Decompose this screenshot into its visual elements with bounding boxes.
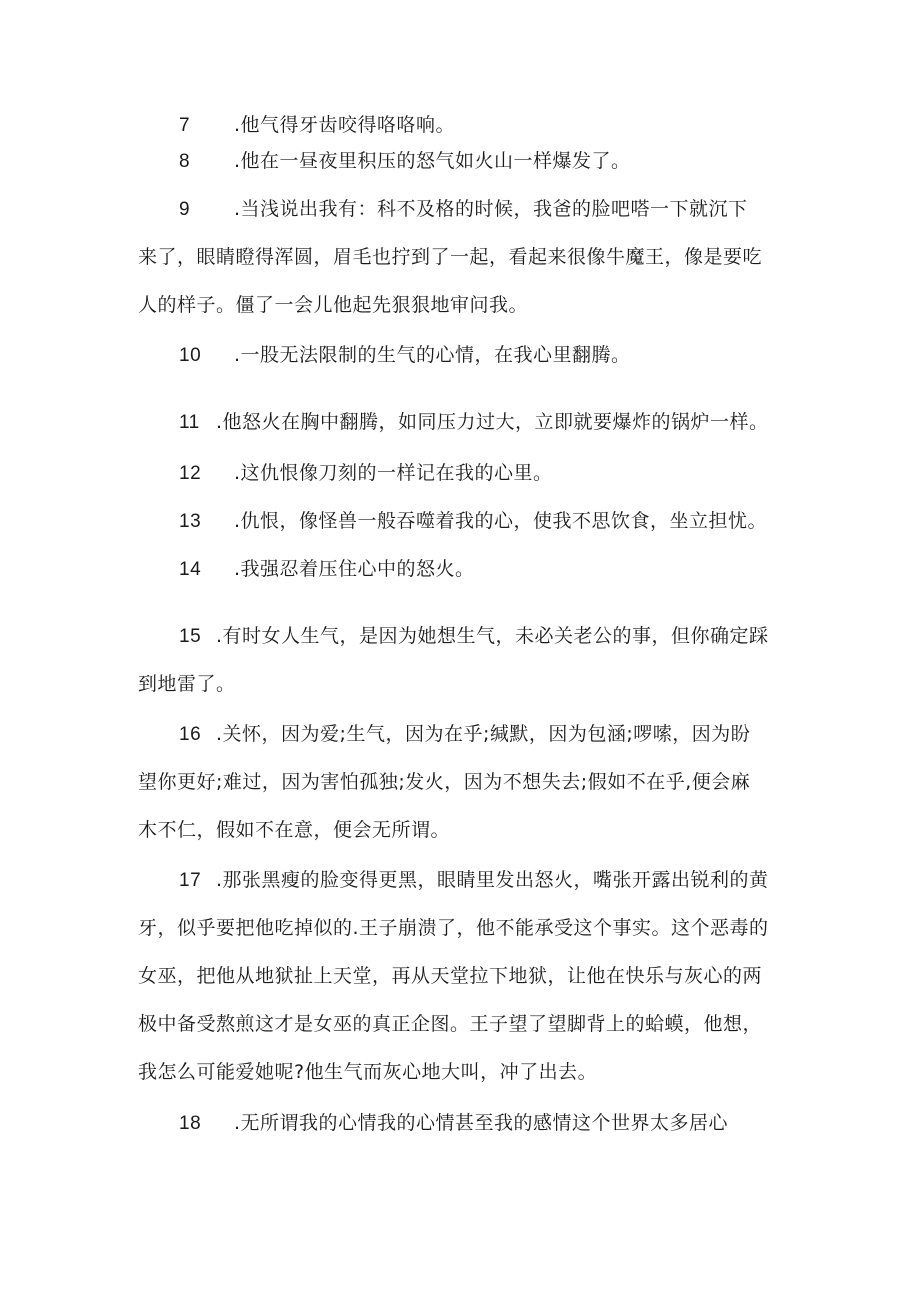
list-line: 女巫，把他从地狱扯上天堂，再从天堂拉下地狱，让他在快乐与灰心的两 xyxy=(138,965,763,987)
list-line: 木不仁，假如不在意，便会无所谓。 xyxy=(138,819,451,841)
item-text: .他怒火在胸中翻腾，如同压力过大，立即就要爆炸的锅炉一样。 xyxy=(216,411,769,433)
list-line xyxy=(138,497,788,545)
item-number: 16 xyxy=(179,724,202,745)
item-number: 12 xyxy=(179,463,202,484)
list-item xyxy=(138,710,788,854)
list-item xyxy=(138,137,788,185)
item-text: .这仇恨像刀刻的一样记在我的心里。 xyxy=(234,462,553,484)
list-line xyxy=(138,612,788,660)
item-text: .那张黑瘦的脸变得更黑，眼睛里发出怒火，嘴张开露出锐利的黄 xyxy=(216,869,769,891)
item-text: .一股无法限制的生气的心情，在我心里翻腾。 xyxy=(234,344,631,366)
list-item xyxy=(138,185,788,329)
list-line: 牙，似乎要把他吃掉似的.王子崩溃了，他不能承受这个事实。这个恶毒的 xyxy=(138,917,769,939)
list-item xyxy=(138,856,788,1096)
item-number: 8 xyxy=(179,151,191,172)
item-text: .有时女人生气，是因为她想生气，未必关老公的事，但你确定踩 xyxy=(216,625,769,647)
list-line: 极中备受熬煎这才是女巫的真正企图。王子望了望脚背上的蛤蟆，他想， xyxy=(138,1013,763,1035)
item-number: 7 xyxy=(179,115,191,136)
list-line xyxy=(138,398,788,446)
item-number: 18 xyxy=(179,1113,202,1134)
item-number: 15 xyxy=(179,626,202,647)
list-item xyxy=(138,1099,788,1147)
list-line xyxy=(138,856,788,904)
list-line xyxy=(138,449,788,497)
list-line: 来了，眼睛瞪得浑圆，眉毛也拧到了一起，看起来很像牛魔王，像是要吃 xyxy=(138,246,763,268)
list-line xyxy=(138,1099,788,1147)
item-number: 13 xyxy=(179,511,202,532)
list-item xyxy=(138,398,788,446)
item-text: .仇恨，像怪兽一般吞噬着我的心，使我不思饮食，坐立担忧。 xyxy=(234,510,768,532)
list-line xyxy=(138,545,788,593)
item-text: .他气得牙齿咬得咯咯响。 xyxy=(234,114,456,136)
item-text: .无所谓我的心情我的心情甚至我的感情这个世界太多居心 xyxy=(234,1112,729,1134)
list-line: 到地雷了。 xyxy=(138,673,236,695)
list-item xyxy=(138,545,788,593)
item-text: .我强忍着压住心中的怒火。 xyxy=(234,558,475,580)
list-line: 我怎么可能爱她呢?他生气而灰心地大叫，冲了出去。 xyxy=(138,1061,598,1083)
item-number: 14 xyxy=(179,559,202,580)
list-item xyxy=(138,612,788,708)
list-line: 望你更好;难过，因为害怕孤独;发火，因为不想失去;假如不在乎,便会麻 xyxy=(138,771,751,793)
list-line: 人的样子。僵了一会儿他起先狠狠地审问我。 xyxy=(138,294,529,316)
item-number: 17 xyxy=(179,870,202,891)
list-item xyxy=(138,331,788,379)
item-text: .他在一昼夜里积压的怒气如火山一样爆发了。 xyxy=(234,150,631,172)
list-line xyxy=(138,710,788,758)
item-number: 10 xyxy=(179,345,202,366)
item-number: 11 xyxy=(179,412,200,433)
item-text: .当浅说出我有：科不及格的时候，我爸的脸吧嗒一下就沉下 xyxy=(234,198,748,220)
list-line xyxy=(138,185,788,233)
item-number: 9 xyxy=(179,199,191,220)
list-line xyxy=(138,137,788,185)
list-item xyxy=(138,497,788,545)
list-item xyxy=(138,449,788,497)
list-line xyxy=(138,331,788,379)
item-text: .关怀，因为爱;生气，因为在乎;缄默，因为包涵;啰嗦，因为盼 xyxy=(216,723,751,745)
